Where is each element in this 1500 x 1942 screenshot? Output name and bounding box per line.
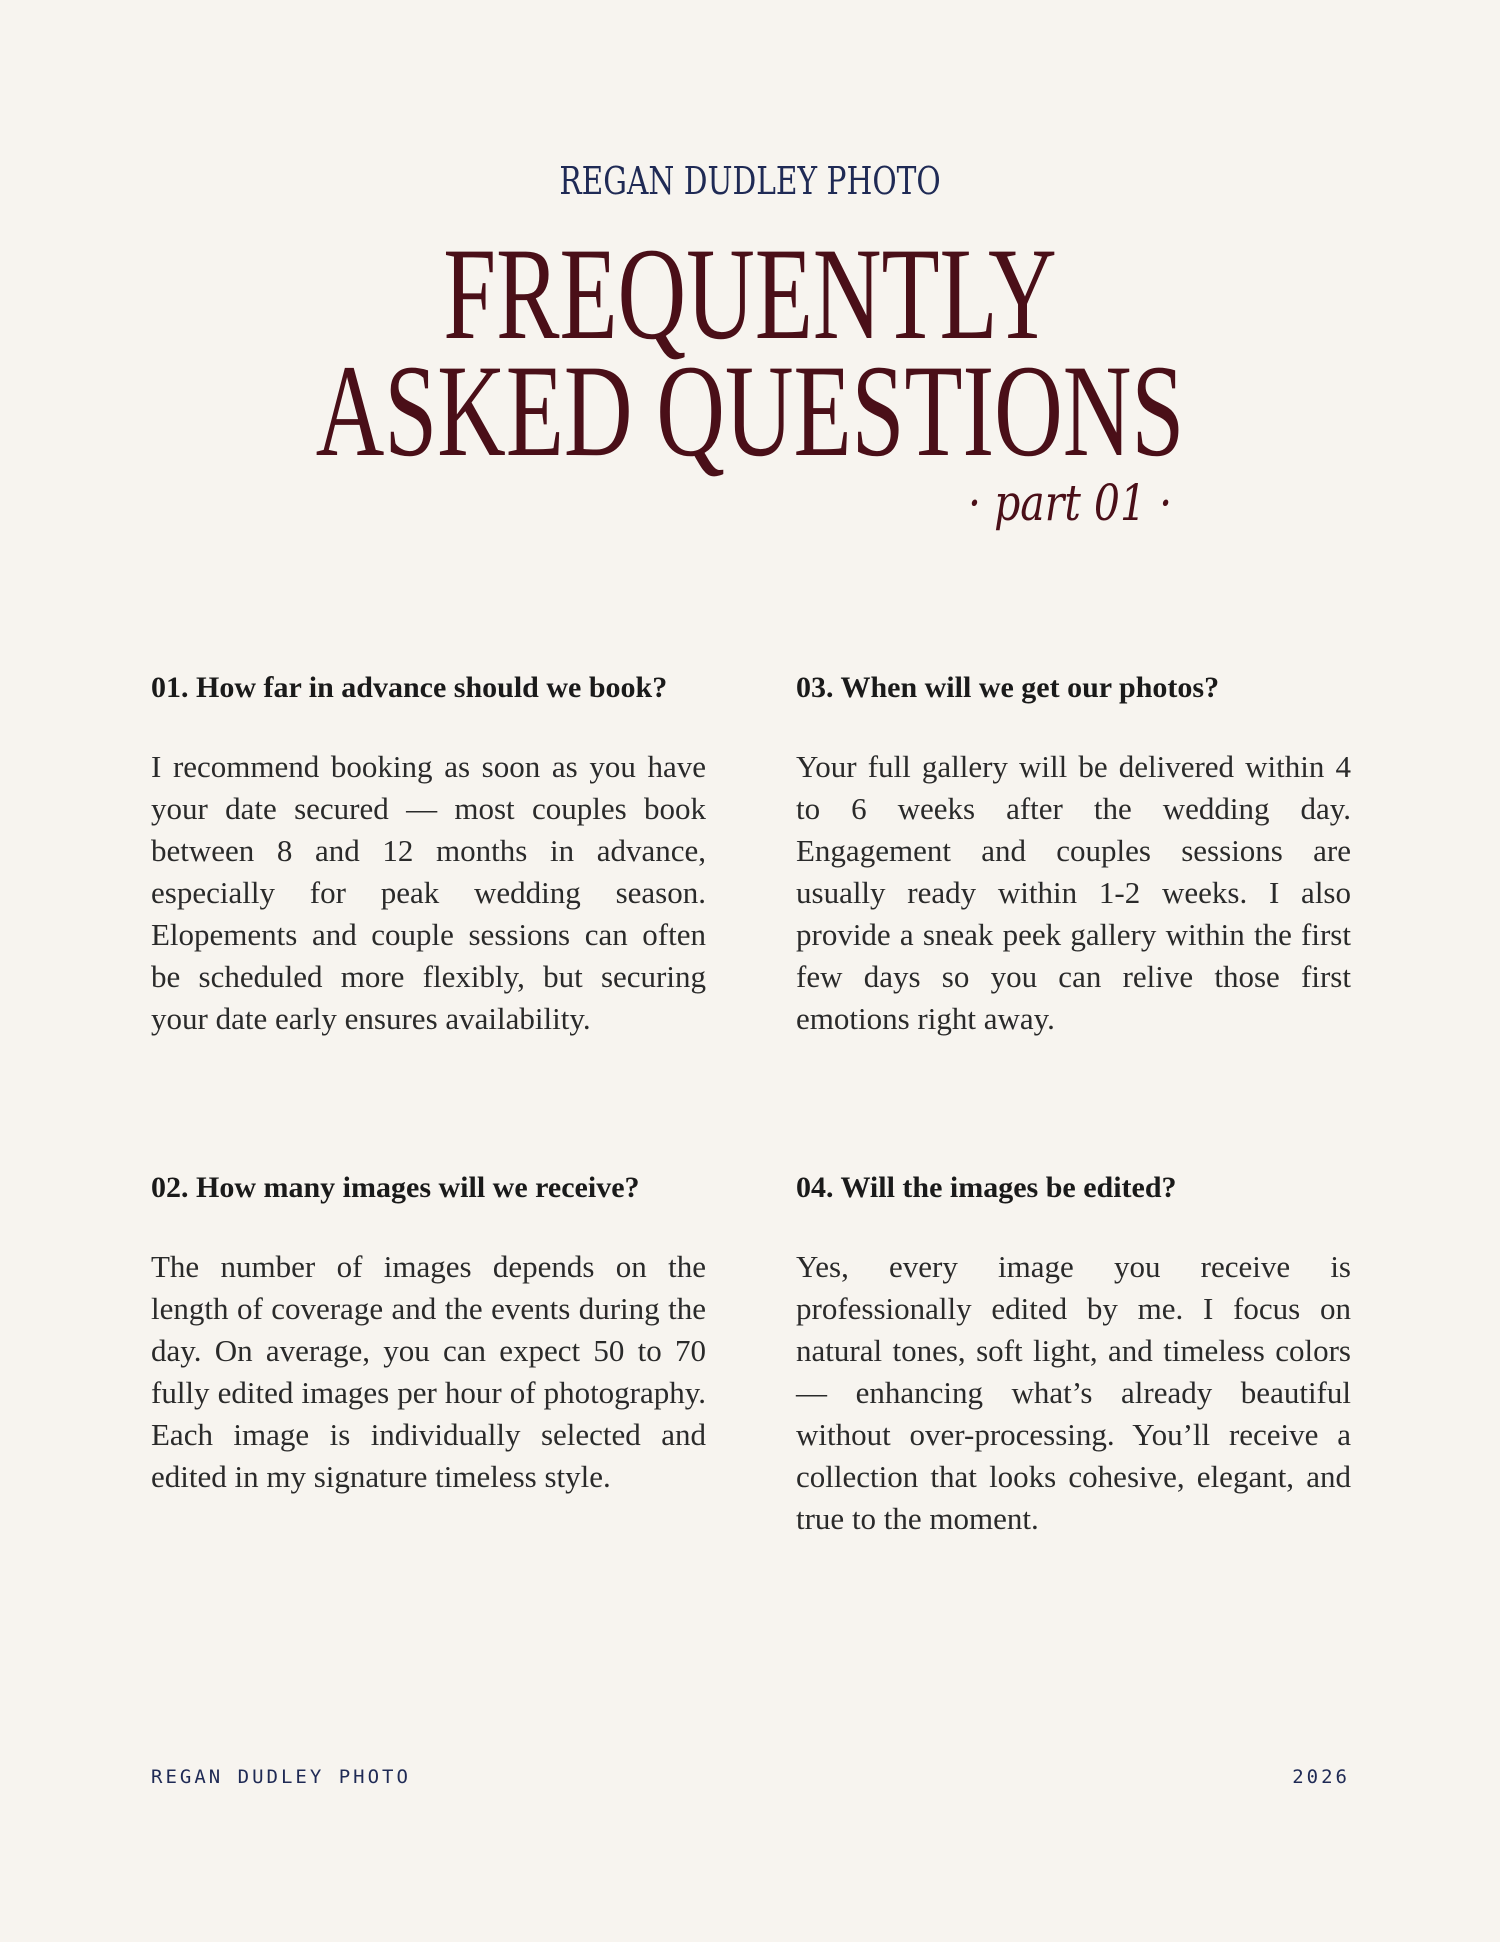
faq-question: 01. How far in advance should we book? xyxy=(151,671,668,704)
faq-item-04 xyxy=(796,1170,1351,1540)
page-title-line-1: FREQUENTLY xyxy=(443,220,1057,367)
faq-answer: Yes, every image you receive is professionally edited by me. I focus on natural tones, soft light, and timeless colors — enhancing what’s already beautiful without over-processing. You’ll receive a collection that looks cohesive, elegant, and true to the moment. xyxy=(796,1249,1351,1536)
footer-brand: REGAN DUDLEY PHOTO xyxy=(151,1766,411,1788)
faq-answer: I recommend booking as soon as you have your date secured — most couples book between 8 and 12 months in advance, especially for peak wedding season. Elopements and couple sessions can often be scheduled more flexibly, but securing your date early ensures availability. xyxy=(151,749,706,1036)
brand-name: REGAN DUDLEY PHOTO xyxy=(559,159,941,203)
faq-item-01 xyxy=(151,670,706,1040)
faq-question: 02. How many images will we receive? xyxy=(151,1171,640,1204)
faq-question: 03. When will we get our photos? xyxy=(796,671,1220,704)
faq-item-02 xyxy=(151,1170,706,1498)
page-title-line-2: ASKED QUESTIONS xyxy=(315,337,1185,484)
faq-answer: The number of images depends on the length of coverage and the events during the day. On average, you can expect 50 to 70 fully edited images per hour of photography. Each image is individually selected and edited in my signature timeless style. xyxy=(151,1249,706,1494)
part-subtitle: · part 01 · xyxy=(968,474,1173,532)
faq-question: 04. Will the images be edited? xyxy=(796,1171,1177,1204)
faq-answer: Your full gallery will be delivered within 4 to 6 weeks after the wedding day. Engagement and couples sessions are usually ready within 1-2 weeks. I also provide a sneak peek gallery within the first few days so you can relive those first emotions right away. xyxy=(796,749,1351,1036)
footer-year: 2026 xyxy=(1292,1766,1350,1788)
faq-item-03 xyxy=(796,670,1351,1040)
